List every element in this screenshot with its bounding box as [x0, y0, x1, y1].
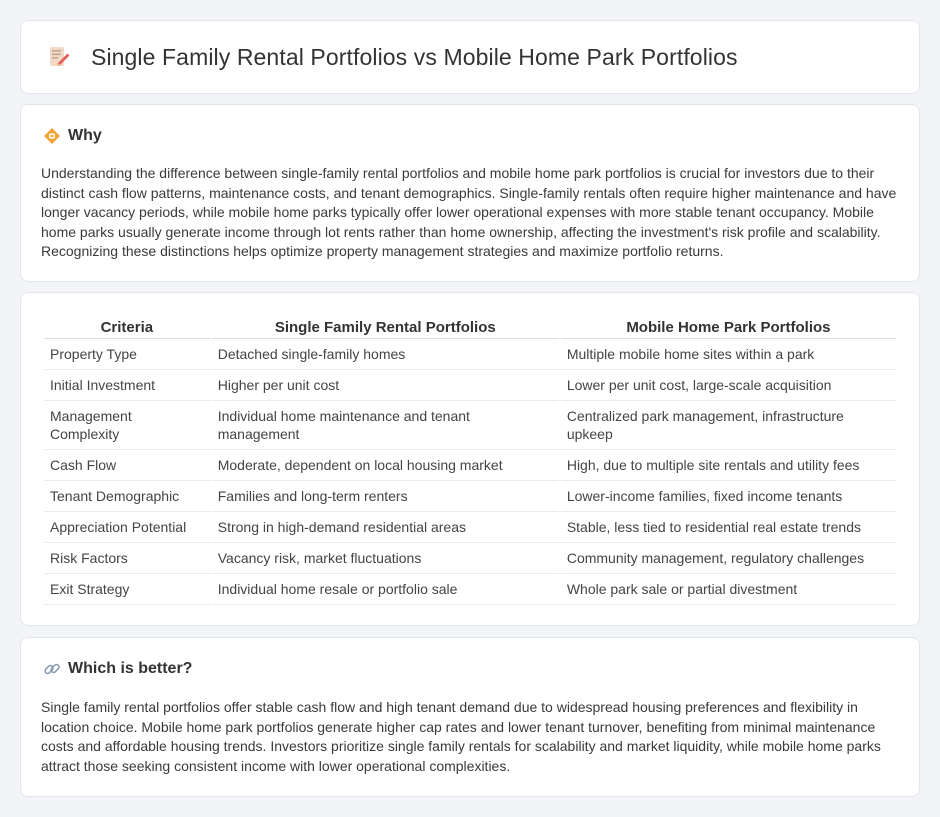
table-cell: Centralized park management, infrastructure upkeep: [561, 401, 896, 450]
table-cell: Management Complexity: [44, 401, 210, 450]
table-row: [44, 481, 896, 512]
table-row: [44, 543, 896, 574]
table-cell: Appreciation Potential: [44, 512, 210, 543]
table-cell: Higher per unit cost: [212, 370, 559, 401]
table-row: [44, 450, 896, 481]
column-header: Criteria: [44, 317, 210, 339]
comparison-table: [42, 317, 898, 605]
table-cell: Strong in high-demand residential areas: [212, 512, 559, 543]
table-cell: Families and long-term renters: [212, 481, 559, 512]
table-cell: Initial Investment: [44, 370, 210, 401]
table-cell: Detached single-family homes: [212, 339, 559, 370]
why-heading: Why: [68, 127, 102, 144]
column-header: Mobile Home Park Portfolios: [561, 317, 896, 339]
table-row: [44, 574, 896, 605]
table-cell: Cash Flow: [44, 450, 210, 481]
table-cell: Moderate, dependent on local housing market: [212, 450, 559, 481]
why-text: Understanding the difference between single-family rental portfolios and mobile home park portfolios is crucial for investors due to their distinct cash flow patterns, maintenance costs, and tenant demographics. Single-family rentals often require higher maintenance and have longer vacancy periods, while mobile home parks typically offer lower operational expenses with more stable tenant occupancy. Mobile home parks usually generate income through lot rents rather than home ownership, affecting the investment's risk profile and scalability. Recognizing these distinctions helps optimize property management strategies and maximize portfolio returns.: [41, 165, 897, 259]
table-cell: Vacancy risk, market fluctuations: [212, 543, 559, 574]
table-cell: Individual home maintenance and tenant management: [212, 401, 559, 450]
better-heading-row: [43, 660, 192, 678]
table-cell: High, due to multiple site rentals and utility fees: [561, 450, 896, 481]
table-cell: Risk Factors: [44, 543, 210, 574]
table-cell: Lower per unit cost, large-scale acquisition: [561, 370, 896, 401]
table-row: [44, 339, 896, 370]
which-better-card: [20, 637, 920, 797]
table-cell: Multiple mobile home sites within a park: [561, 339, 896, 370]
table-cell: Tenant Demographic: [44, 481, 210, 512]
table-cell: Whole park sale or partial divestment: [561, 574, 896, 605]
table-row: [44, 370, 896, 401]
why-heading-row: [43, 127, 102, 145]
diamond-badge-icon: [43, 127, 61, 145]
table-cell: Community management, regulatory challenges: [561, 543, 896, 574]
table-header-row: [44, 317, 896, 339]
table-row: [44, 512, 896, 543]
link-icon: [43, 660, 61, 678]
why-card: [20, 104, 920, 282]
table-cell: Individual home resale or portfolio sale: [212, 574, 559, 605]
title-card: [20, 20, 920, 94]
better-text: Single family rental portfolios offer stable cash flow and high tenant demand due to widespread housing preferences and flexibility in location choice. Mobile home park portfolios generate higher cap rates and lower tenant turnover, benefiting from minimal maintenance costs and affordable housing trends. Investors prioritize single family rentals for scalability and market liquidity, while mobile home parks attract those seeking consistent income with lower operational complexities.: [41, 699, 881, 774]
document-pencil-icon: [47, 45, 71, 69]
column-header: Single Family Rental Portfolios: [212, 317, 559, 339]
comparison-card: [20, 292, 920, 626]
table-cell: Property Type: [44, 339, 210, 370]
table-cell: Lower-income families, fixed income tenants: [561, 481, 896, 512]
page-title: Single Family Rental Portfolios vs Mobile Home Park Portfolios: [91, 43, 738, 70]
table-cell: Stable, less tied to residential real estate trends: [561, 512, 896, 543]
table-cell: Exit Strategy: [44, 574, 210, 605]
table-row: [44, 401, 896, 450]
better-heading: Which is better?: [68, 660, 193, 677]
